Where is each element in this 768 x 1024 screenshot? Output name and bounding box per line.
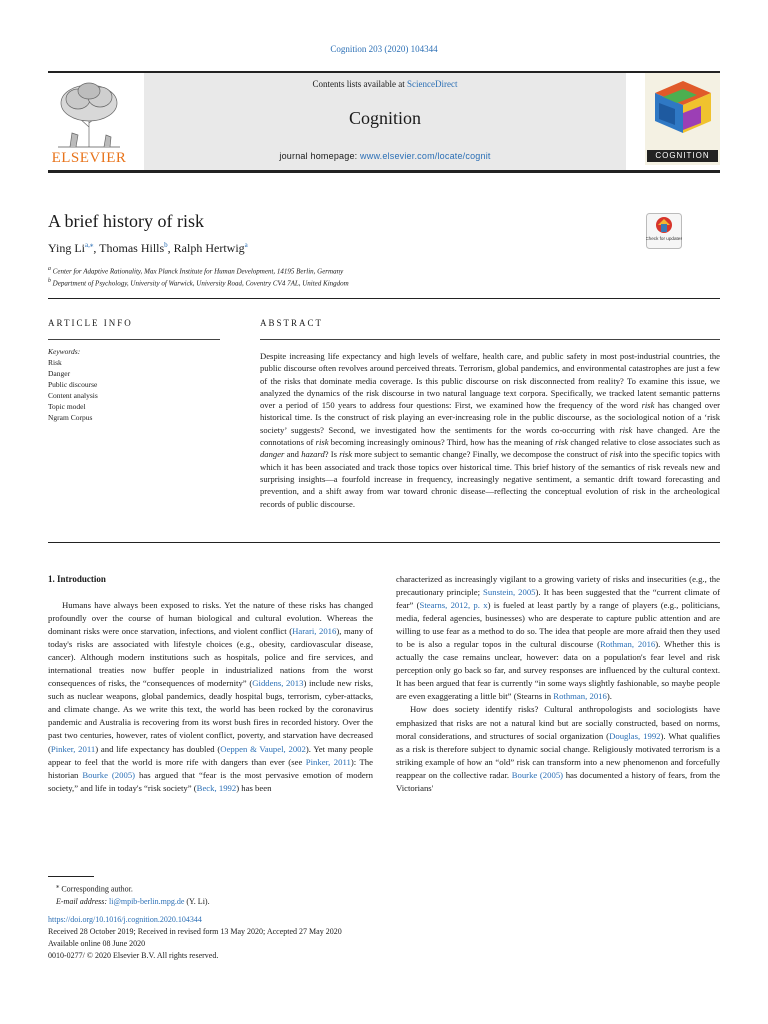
affiliation-text: Department of Psychology, University of Warwick, University Road, Coventry CV4 7AL, United Kingdom	[52, 279, 349, 288]
elsevier-tree-icon	[48, 77, 130, 149]
citation-link[interactable]: Stearns, 2012, p. x	[419, 600, 488, 611]
author-name[interactable]: Ying Li	[48, 241, 86, 255]
homepage-prefix: journal homepage:	[279, 151, 361, 161]
citation-link[interactable]: Rothman, 2016	[553, 691, 607, 702]
abstract-divider	[260, 339, 720, 340]
footnote-mark: ⁎	[56, 883, 60, 890]
sciencedirect-link[interactable]: ScienceDirect	[407, 79, 458, 89]
corresponding-author-footnote	[56, 881, 210, 908]
author-email-link[interactable]: li@mpib-berlin.mpg.de	[109, 896, 185, 906]
citation-link[interactable]: Douglas, 1992	[609, 730, 661, 741]
journal-citation-link[interactable]: Cognition 203 (2020) 104344	[330, 44, 438, 54]
contents-available-line	[144, 79, 626, 89]
elsevier-logo[interactable]	[48, 77, 130, 167]
keyword-item: Topic model	[48, 402, 86, 411]
corresponding-author-text: Corresponding author.	[61, 884, 133, 894]
journal-name: Cognition	[348, 108, 421, 128]
citation-link[interactable]: Rothman, 2016	[600, 639, 656, 650]
section-heading-introduction: 1. Introduction	[48, 574, 106, 584]
article-info-heading: ARTICLE INFO	[48, 318, 133, 328]
author-affiliation-mark[interactable]: a,⁎	[85, 241, 94, 249]
citation-link[interactable]: Pinker, 2011	[50, 743, 96, 754]
keyword-item: Danger	[48, 369, 71, 378]
affiliation-mark: b	[48, 278, 51, 284]
available-online-date: Available online 08 June 2020	[48, 939, 146, 948]
received-dates: Received 28 October 2019; Received in revised form 13 May 2020; Accepted 27 May 2020	[48, 927, 342, 936]
body-column-right	[396, 573, 720, 795]
author-affiliation-mark[interactable]: a	[244, 241, 248, 249]
keyword-item: Ngram Corpus	[48, 413, 93, 422]
keywords-block	[48, 346, 223, 423]
citation-link[interactable]: Bourke (2005)	[511, 769, 564, 780]
contents-prefix: Contents lists available at	[312, 79, 407, 89]
doi-link[interactable]: https://doi.org/10.1016/j.cognition.2020.104344	[48, 915, 202, 924]
affiliation-b	[48, 278, 349, 287]
citation-link[interactable]: Bourke (2005)	[82, 769, 136, 780]
author-list: Ying $Li^{a,⁎}$, Thomas Hills$^b$, Ralph Hertwig$^a$	[48, 241, 248, 255]
copyright-line: 0010-0277/ © 2020 Elsevier B.V. All rights reserved.	[48, 951, 219, 960]
journal-homepage-link[interactable]: www.elsevier.com/locate/cognit	[360, 151, 491, 161]
keyword-item: Risk	[48, 358, 62, 367]
journal-cover-thumbnail[interactable]	[645, 73, 720, 165]
abstract-heading: ABSTRACT	[260, 318, 324, 328]
body-paragraph: How does society identify risks? Cultural anthropologists and sociologists have emphasized that risks are not a natural kind but are socially constructed, based on norms, moral considerations, and structures of social organization (Douglas, 1992). What qualifies as a risk is therefore subject to dynamic social change. Religiously motivated terrorism is a striking example of how an “old” risk can transform into a new phenomenon and forcefully reappear on the collective radar. Bourke (2005) has documented a history of fears, from the Victorians'	[396, 704, 721, 793]
footnote-divider	[48, 876, 94, 877]
citation-link[interactable]: Sunstein, 2005	[483, 587, 536, 598]
author-name[interactable]: Ralph Hertwig	[173, 241, 245, 255]
crossmark-icon	[646, 213, 682, 249]
keyword-item: Public discourse	[48, 380, 98, 389]
author-name[interactable]: Thomas Hills	[99, 241, 165, 255]
affiliation-divider	[48, 298, 720, 299]
elsevier-wordmark: ELSEVIER	[51, 150, 127, 166]
citation-link[interactable]: Harari, 2016	[292, 626, 337, 637]
crossmark-label: Check for updates	[646, 236, 682, 241]
body-paragraph: characterized as increasingly vigilant to a growing variety of risks and insecurities (e.g., the precautionary principle; Sunstein, 2005). It has been suggested that the “current climate of fear” (Stearns, 2012, p. x) is fueled at least partly by a range of players (e.g., politicians, media, federal agencies, businesses) who are desperate to capture public attention and are willing to use fear as a method to do so. The idea that people are more afraid then they used to be is also a regular topos in the cultural discourse (Rothman, 2016). Whether this is actually the case remains unclear, however: data on a population's fear level and risk perception only go back so far, and survey responses are influenced by the cultural context. It has been argued that fear is currently “in some ways slightly fashionable, so maybe people are even exaggerating a little bit” (Stearns in Rothman, 2016).	[396, 574, 721, 702]
author-affiliation-mark[interactable]: b	[164, 241, 168, 249]
affiliation-mark: a	[48, 266, 51, 272]
citation-link[interactable]: Pinker, 2011	[305, 756, 351, 767]
article-title: A brief history of risk	[48, 211, 204, 231]
body-paragraph: Humans have always been exposed to risks. Yet the nature of these risks has changed profoundly over the course of human biological and cultural evolution. Whereas the dominant risks were once starvation, infections, and violent conflict (Harari, 2016), many of today's risks are associated with lifestyle choices (e.g., obesity, cardiovascular disease, cancer). Although modern institutions such as hospitals, police and fire services, and international treaties now buffer people in industrialized nations from the worst consequences of risks, the “consequences of modernity” (Giddens, 2013) include new risks, such as nuclear weapons, global pandemics, deadly hospital bugs, terrorism, cyber-attacks, and climate change. As we write this text, the world has been rocked by the coronavirus pandemic and Australia is recovering from its worst bush fires in recorded history. Over the past two centuries, however, rates of violent conflict, poverty, and starvation have decreased (Pinker, 2011) and life expectancy has doubled (Oeppen & Vaupel, 2002). Yet many people appear to feel that the world is more rife with dangers than ever (see Pinker, 2011): The historian Bourke (2005) has argued that “fear is the most pervasive emotion of modern society,” and life in today's “risk society” (Beck, 1992) has been	[48, 600, 374, 793]
journal-homepage-line	[144, 151, 626, 161]
affiliation-a	[48, 266, 343, 275]
article-info-divider	[48, 339, 220, 340]
keyword-item: Content analysis	[48, 391, 98, 400]
citation-link[interactable]: Beck, 1992	[196, 782, 237, 793]
affiliation-text: Center for Adaptive Rationality, Max Planck Institute for Human Development, 14195 Berlin, Germany	[52, 267, 344, 276]
journal-masthead	[144, 73, 626, 170]
citation-link[interactable]: Oeppen & Vaupel, 2002	[220, 743, 306, 754]
keywords-label: Keywords:	[48, 347, 81, 356]
article-footer-metadata	[48, 914, 342, 962]
abstract-text: Despite increasing life expectancy and high levels of welfare, health care, and public safety in most post-industrial countries, the public discourse often revolves around perceived threats. Terrorism, global pandemics, and environmental catastrophes are just a few of the risks that dominate media coverage. Is this public discourse on risk disconnected from reality? To examine this issue, we analyzed the dynamics of the risk discourse in two natural language text corpora. Specifically, we tracked latent semantic patterns over a period of 150 years to address four questions: First, we examined how the frequency of the word risk has changed over historical time. Is the construct of risk playing an ever-increasing role in the public discourse, as the sociological notion of a ‘risk society’ suggests? Second, we investigated how the sentiments for the words co-occurring with risk have changed. Are the connotations of risk becoming increasingly ominous? Third, how has the meaning of risk changed relative to close associates such as danger and hazard? Is risk more subject to semantic change? Finally, we decompose the construct of risk into the specific topics with which it has been associated and track those topics over historical time. This brief history of the semantics of risk reveals new and surprising insights—a fourfold increase in frequency, increasingly negative sentiment, a semantic drift toward forecasting and prevention, and a shift away from war toward chronic disease—reflecting the conceptual evolution of risk in the archeological records of public discourse.	[260, 351, 720, 509]
corresponding-author-line	[56, 881, 210, 896]
header-divider-bottom	[48, 170, 720, 173]
email-suffix: (Y. Li).	[184, 896, 210, 906]
cover-journal-label: COGNITION	[647, 150, 718, 162]
email-label: E-mail address:	[56, 896, 108, 906]
cover-artwork-icon	[645, 73, 720, 151]
check-for-updates-badge[interactable]	[646, 213, 682, 249]
email-line	[56, 896, 210, 908]
citation-link[interactable]: Giddens, 2013	[252, 678, 304, 689]
body-column-left	[48, 599, 373, 795]
abstract-bottom-divider	[48, 542, 720, 543]
